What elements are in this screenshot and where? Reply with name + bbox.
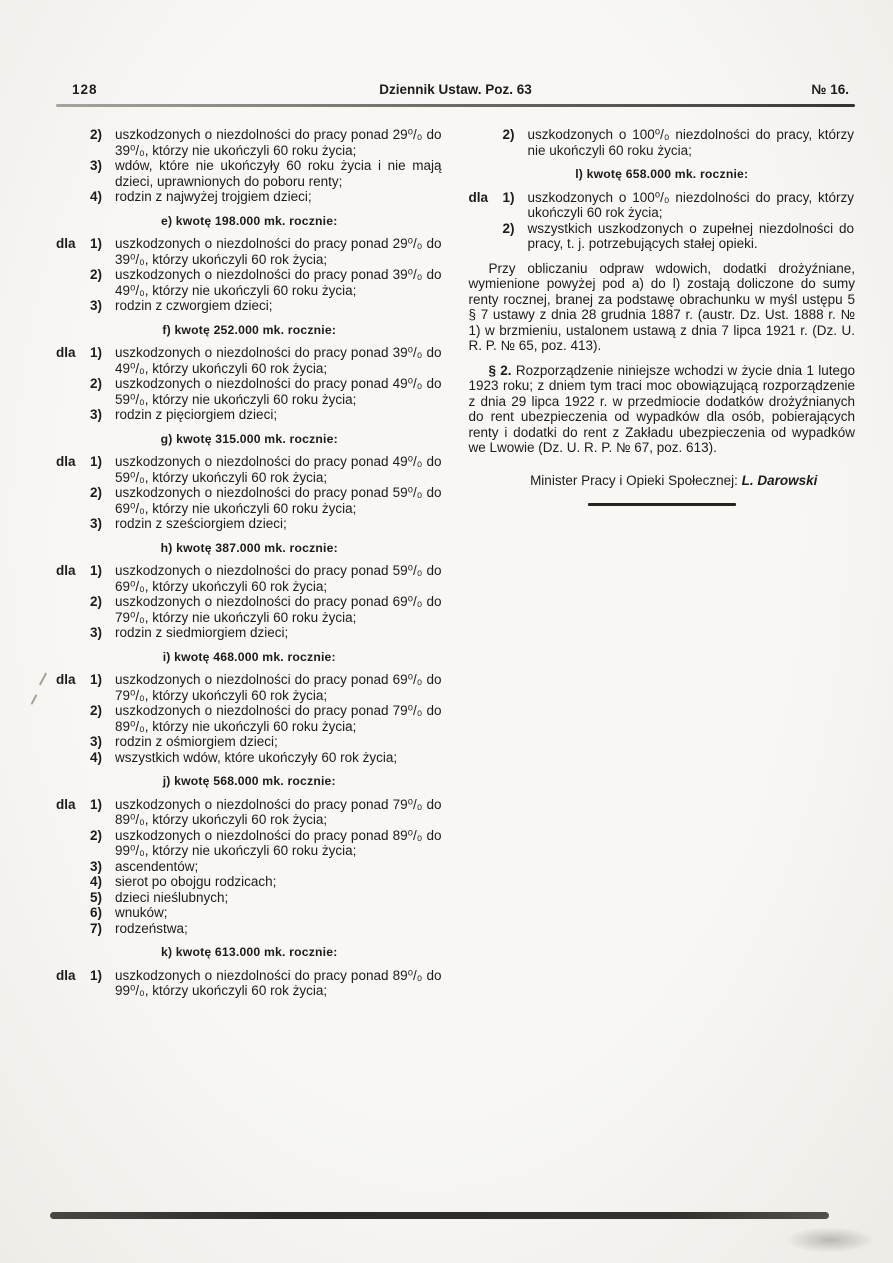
item-text: uszkodzonych o niezdolności do pracy ponad 29⁰/₀ do 39⁰/₀, którzy nie ukończyli 60 roku życia; — [115, 127, 442, 158]
numbered-list — [56, 345, 443, 423]
item-number: 4) — [90, 749, 103, 765]
numbered-list — [56, 454, 443, 532]
list-item — [56, 625, 443, 641]
item-number: 2) — [90, 127, 103, 142]
signature-title: Minister Pracy i Opieki Społecznej: — [530, 472, 742, 488]
dla-marker: dla — [56, 236, 76, 251]
item-number: 1) — [502, 189, 515, 205]
item-number: 1) — [90, 345, 103, 360]
dla-marker — [469, 221, 503, 252]
dla-marker — [56, 376, 90, 407]
dla-marker: dla — [56, 672, 76, 687]
dla-marker: dla — [56, 796, 76, 812]
dla-marker — [56, 516, 90, 532]
item-text: rodzin z ośmiorgiem dzieci; — [115, 734, 278, 749]
right-column — [469, 127, 856, 999]
item-number: 3) — [90, 298, 103, 313]
list-item — [56, 236, 443, 267]
dla-marker: dla — [468, 189, 489, 205]
list-item — [56, 703, 443, 734]
left-column — [56, 127, 443, 999]
page-header — [56, 82, 855, 100]
list-item — [56, 454, 443, 485]
list-item — [56, 267, 443, 298]
amount-heading: g) kwotę 315.000 mk. rocznie: — [160, 431, 338, 446]
numbered-list — [56, 968, 443, 999]
item-number: 1) — [90, 454, 103, 469]
numbered-list — [56, 672, 443, 765]
list-item — [56, 797, 443, 828]
item-text: uszkodzonych o niezdolności do pracy ponad 59⁰/₀ do 69⁰/₀, którzy ukończyli 60 rok życia; — [115, 563, 442, 594]
item-text: ascendentów; — [115, 858, 199, 874]
list-item — [56, 828, 443, 859]
item-text: wnuków; — [115, 905, 168, 920]
amount-heading: f) kwotę 252.000 mk. rocznie: — [162, 322, 337, 337]
dla-marker — [56, 828, 90, 859]
item-number: 4) — [90, 189, 103, 204]
item-number: 6) — [90, 905, 103, 920]
item-text: uszkodzonych o niezdolności do pracy ponad 49⁰/₀ do 59⁰/₀, którzy ukończyli 60 rok życia; — [115, 454, 442, 485]
list-item — [56, 376, 443, 407]
dla-marker — [56, 874, 90, 890]
item-number: 2) — [90, 267, 103, 282]
item-number: 7) — [90, 920, 103, 936]
item-text: uszkodzonych o niezdolności do pracy ponad 39⁰/₀ do 49⁰/₀, którzy nie ukończyli 60 roku życia; — [115, 267, 442, 298]
paragraph: Przy obliczaniu odpraw wdowich, dodatki drożyźniane, wymienione powyżej pod a) do l) zostają doliczone do sumy renty rocznej, branej za podstawę obrachunku w myśl ustępu 5 § 7 ustawy z dnia 28 grudnia 1887 r. (austr. Dz. Ust. 1888 r. № 1) w brzmieniu, ustalonem ustawą z dnia 7 lipca 1921 r. (Dz. U. R. P. № 65, poz. 413). — [468, 260, 855, 353]
item-number: 1) — [90, 563, 103, 578]
item-text: wdów, które nie ukończyły 60 roku życia i nie mają dzieci, uprawnionych do poboru renty; — [115, 158, 442, 189]
two-column-body — [56, 127, 855, 999]
list-item — [56, 485, 443, 516]
item-number: 5) — [90, 889, 103, 905]
item-number: 2) — [90, 594, 103, 609]
list-item — [56, 734, 443, 750]
item-number: 4) — [90, 874, 103, 889]
item-number: 1) — [90, 236, 103, 251]
list-item — [56, 189, 443, 205]
item-text: uszkodzonych o 100⁰/₀ niezdolności do pracy, którzy nie ukończyli 60 roku życia; — [527, 127, 854, 158]
numbered-list — [56, 563, 443, 641]
scan-bottom-edge — [50, 1212, 829, 1219]
item-number: 1) — [90, 796, 103, 812]
numbered-list — [469, 190, 856, 252]
numbered-list — [56, 797, 443, 937]
list-item — [56, 968, 443, 999]
page-number: 128 — [72, 82, 98, 97]
list-item — [56, 672, 443, 703]
item-text: uszkodzonych o niezdolności do pracy ponad 49⁰/₀ do 59⁰/₀, którzy nie ukończyli 60 roku życia; — [115, 376, 442, 407]
dla-marker — [56, 905, 90, 921]
dla-marker — [469, 127, 503, 158]
item-number: 2) — [90, 485, 103, 500]
item-text: uszkodzonych o niezdolności do pracy ponad 89⁰/₀ do 99⁰/₀, którzy ukończyli 60 rok życia; — [115, 967, 442, 998]
amount-heading: e) kwotę 198.000 mk. rocznie: — [160, 213, 338, 228]
item-text: rodzin z siedmiorgiem dzieci; — [115, 625, 289, 640]
item-text: dzieci nieślubnych; — [115, 889, 229, 905]
item-text: uszkodzonych o niezdolności do pracy ponad 29⁰/₀ do 39⁰/₀, którzy ukończyli 60 rok życia; — [115, 236, 442, 267]
item-number: 3) — [90, 158, 103, 173]
section-symbol: § 2. — [488, 362, 516, 378]
header-rule — [56, 104, 855, 107]
list-item — [56, 127, 443, 158]
dla-marker — [56, 734, 90, 750]
dla-marker — [56, 189, 90, 205]
item-number: 2) — [90, 703, 103, 718]
item-number: 3) — [90, 625, 103, 640]
item-text: uszkodzonych o niezdolności do pracy ponad 59⁰/₀ do 69⁰/₀, którzy nie ukończyli 60 roku życia; — [115, 485, 442, 516]
dla-marker — [56, 750, 90, 766]
minister-signature — [469, 473, 856, 489]
item-text: uszkodzonych o 100⁰/₀ niezdolności do pracy, którzy ukończyli 60 rok życia; — [527, 189, 854, 220]
issue-number: № 16. — [811, 82, 849, 97]
item-text: rodzin z pięciorgiem dzieci; — [115, 407, 278, 422]
amount-heading: i) kwotę 468.000 mk. rocznie: — [162, 649, 336, 664]
numbered-list — [469, 127, 856, 158]
numbered-list — [56, 127, 443, 205]
item-text: rodzin z najwyżej trojgiem dzieci; — [115, 189, 312, 204]
dla-marker — [56, 703, 90, 734]
list-item — [56, 298, 443, 314]
list-item — [469, 190, 856, 221]
section-divider — [588, 503, 736, 506]
list-item — [56, 905, 443, 921]
list-item — [56, 407, 443, 423]
item-number: 1) — [90, 967, 103, 983]
item-number: 2) — [502, 127, 515, 142]
amount-heading: k) kwotę 613.000 mk. rocznie: — [160, 945, 338, 959]
item-text: rodzin z sześciorgiem dzieci; — [115, 516, 287, 531]
item-text: uszkodzonych o niezdolności do pracy ponad 39⁰/₀ do 49⁰/₀, którzy ukończyli 60 rok życia; — [115, 345, 442, 376]
item-number: 1) — [90, 672, 103, 687]
amount-heading: j) kwotę 568.000 mk. rocznie: — [162, 774, 336, 788]
dla-marker — [56, 859, 90, 875]
scan-corner-smudge — [785, 1227, 875, 1253]
list-item — [56, 750, 443, 766]
item-text: uszkodzonych o niezdolności do pracy ponad 69⁰/₀ do 79⁰/₀, którzy ukończyli 60 rok życia; — [115, 672, 442, 703]
dla-marker — [56, 298, 90, 314]
dla-marker — [56, 625, 90, 641]
item-text: uszkodzonych o niezdolności do pracy ponad 79⁰/₀ do 89⁰/₀, którzy nie ukończyli 60 roku życia; — [115, 703, 442, 734]
list-item — [56, 158, 443, 189]
dla-marker — [56, 594, 90, 625]
list-item — [56, 890, 443, 906]
item-text: uszkodzonych o niezdolności do pracy ponad 89⁰/₀ do 99⁰/₀, którzy nie ukończyli 60 roku życia; — [115, 827, 442, 858]
dla-marker — [56, 158, 90, 189]
item-number: 3) — [90, 407, 103, 422]
list-item — [56, 516, 443, 532]
item-text: wszystkich wdów, które ukończyły 60 rok życia; — [115, 749, 398, 765]
dla-marker: dla — [56, 345, 76, 360]
paragraph: § 2. Rozporządzenie niniejsze wchodzi w życie dnia 1 lutego 1923 roku; z dniem tym traci moc obowiązującą rozporządzenie z dnia 29 lipca 1922 r. w przedmiocie dodatków drożyźnianych do rent ubezpieczenia od wypadków dla osób, pobierających renty i dodatki do rent z Zakładu ubezpieczenia od wypadków we Lwowie (Dz. U. R. P. № 67, poz. 613). — [468, 362, 855, 455]
amount-heading: l) kwotę 658.000 mk. rocznie: — [575, 167, 749, 181]
item-number: 3) — [90, 516, 103, 531]
list-item — [56, 874, 443, 890]
item-text: sierot po obojgu rodzicach; — [115, 874, 277, 889]
list-item — [469, 127, 856, 158]
item-text: uszkodzonych o niezdolności do pracy ponad 69⁰/₀ do 79⁰/₀, którzy nie ukończyli 60 roku życia; — [115, 594, 442, 625]
list-item — [56, 345, 443, 376]
list-item — [56, 563, 443, 594]
item-number: 3) — [90, 734, 103, 749]
list-item — [56, 594, 443, 625]
signature-name: L. Darowski — [741, 472, 818, 488]
numbered-list — [56, 236, 443, 314]
item-text: rodzin z czworgiem dzieci; — [115, 298, 273, 313]
dla-marker — [56, 267, 90, 298]
list-item — [469, 221, 856, 252]
amount-heading: h) kwotę 387.000 mk. rocznie: — [160, 540, 338, 555]
item-text: uszkodzonych o niezdolności do pracy ponad 79⁰/₀ do 89⁰/₀, którzy ukończyli 60 rok życia; — [115, 796, 442, 827]
item-text: wszystkich uszkodzonych o zupełnej niezdolności do pracy, t. j. potrzebujących stałej opieki. — [527, 220, 854, 251]
journal-title: Dziennik Ustaw. Poz. 63 — [379, 82, 532, 97]
item-text: rodzeństwa; — [115, 920, 188, 936]
dla-marker — [56, 921, 90, 937]
item-number: 3) — [90, 858, 103, 874]
dla-marker: dla — [56, 563, 76, 578]
item-number: 2) — [90, 827, 103, 843]
item-number: 2) — [502, 220, 515, 236]
dla-marker: dla — [56, 967, 76, 983]
dla-marker — [56, 890, 90, 906]
list-item — [56, 921, 443, 937]
list-item — [56, 859, 443, 875]
dla-marker — [56, 407, 90, 423]
dla-marker — [56, 127, 90, 158]
dla-marker — [56, 485, 90, 516]
dla-marker: dla — [56, 454, 76, 469]
item-number: 2) — [90, 376, 103, 391]
